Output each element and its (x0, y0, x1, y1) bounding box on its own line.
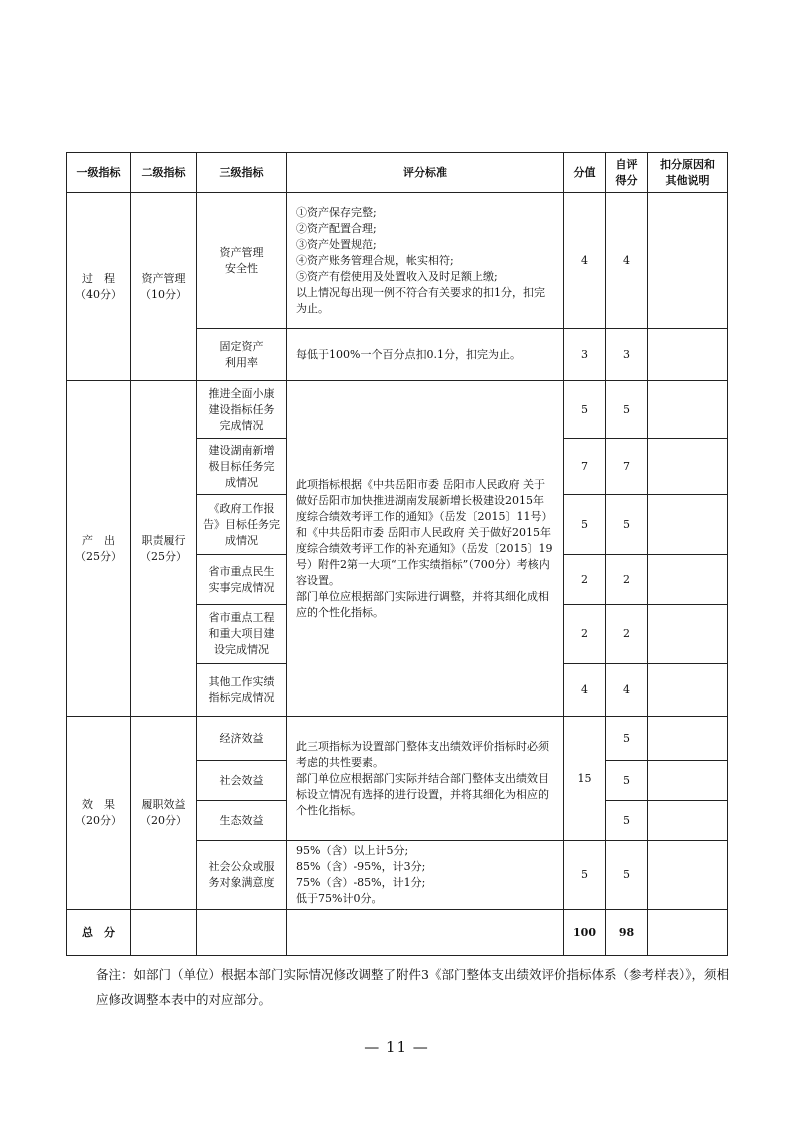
header-criteria: 评分标准 (287, 153, 564, 193)
self-score-cell: 5 (606, 717, 648, 761)
output-level3: 建设湖南新增 极目标任务完 成情况 (197, 439, 287, 495)
output-level1: 产 出 （25分） (67, 381, 131, 717)
remarks-cell (648, 193, 728, 329)
self-score-cell: 5 (606, 841, 648, 910)
effect-level3: 经济效益 (197, 717, 287, 761)
score-cell: 5 (564, 495, 606, 555)
header-level1: 一级指标 (67, 153, 131, 193)
effect-criteria: 此三项指标为设置部门整体支出绩效评价指标时必须考虑的共性要素。 部门单位应根据部门实际并结合部门整体支出绩效目标设立情况有选择的进行设置，并将其细化为相应的个性化指标。 (287, 717, 564, 841)
table-row (67, 381, 728, 439)
self-score-cell: 3 (606, 329, 648, 381)
score-cell: 2 (564, 555, 606, 605)
remarks-cell (648, 555, 728, 605)
footnote: 备注：如部门（单位）根据本部门实际情况修改调整了附件3《部门整体支出绩效评价指标体系（参考样表）》，须相应修改调整本表中的对应部分。 (96, 967, 729, 1007)
satisfaction-criteria: 95%（含）以上计5分; 85%（含）-95%，计3分; 75%（含）-85%，计1分; 低于75%计0分。 (287, 841, 564, 910)
remarks-cell (648, 329, 728, 381)
score-cell: 5 (564, 841, 606, 910)
header-level3: 三级指标 (197, 153, 287, 193)
score-cell: 4 (564, 193, 606, 329)
effect-combined-score: 15 (564, 717, 606, 841)
self-score-cell: 4 (606, 664, 648, 717)
process-criteria: 每低于100%一个百分点扣0.1分，扣完为止。 (287, 329, 564, 381)
total-row (67, 910, 728, 956)
page-number: — 11 — (364, 1038, 429, 1056)
score-cell: 5 (564, 381, 606, 439)
output-level3: 其他工作实绩 指标完成情况 (197, 664, 287, 717)
empty-cell (131, 910, 197, 956)
score-cell: 3 (564, 329, 606, 381)
self-score-cell: 5 (606, 381, 648, 439)
total-score: 100 (564, 910, 606, 956)
table-row (67, 717, 728, 761)
total-self-score: 98 (606, 910, 648, 956)
self-score-cell: 5 (606, 801, 648, 841)
remarks-cell (648, 381, 728, 439)
header-level2: 二级指标 (131, 153, 197, 193)
self-score-cell: 7 (606, 439, 648, 495)
header-remarks: 扣分原因和 其他说明 (648, 153, 728, 193)
remarks-cell (648, 910, 728, 956)
self-score-cell: 5 (606, 495, 648, 555)
evaluation-table (66, 152, 728, 956)
output-level3: 省市重点民生 实事完成情况 (197, 555, 287, 605)
self-score-cell: 4 (606, 193, 648, 329)
output-level3: 省市重点工程 和重大项目建 设完成情况 (197, 605, 287, 664)
remarks-cell (648, 717, 728, 761)
output-level2: 职责履行 （25分） (131, 381, 197, 717)
effect-level3: 社会效益 (197, 761, 287, 801)
table-row (67, 193, 728, 329)
effect-level3: 生态效益 (197, 801, 287, 841)
remarks-cell (648, 605, 728, 664)
table-header-row (67, 153, 728, 193)
total-label: 总 分 (67, 910, 131, 956)
score-cell: 7 (564, 439, 606, 495)
output-criteria: 此项指标根据《中共岳阳市委 岳阳市人民政府 关于做好岳阳市加快推进湖南发展新增长极建设2015年度综合绩效考评工作的通知》（岳发〔2015〕11号）和《中共岳阳市委 岳阳市人民政府 关于做好2015年度综合绩效考评工作的补充通知》（岳发〔2015〕19号）附件2第一大项“工作实绩指标”（700分）考核内容设置。 部门单位应根据部门实际进行调整，并将其细化成相应的个性化指标。 (287, 381, 564, 717)
self-score-cell: 5 (606, 761, 648, 801)
process-level3: 固定资产 利用率 (197, 329, 287, 381)
remarks-cell (648, 801, 728, 841)
score-cell: 4 (564, 664, 606, 717)
remarks-cell (648, 761, 728, 801)
remarks-cell (648, 495, 728, 555)
process-level1: 过 程 （40分） (67, 193, 131, 381)
header-self-score: 自评 得分 (606, 153, 648, 193)
process-level2: 资产管理 （10分） (131, 193, 197, 381)
output-level3: 《政府工作报 告》目标任务完 成情况 (197, 495, 287, 555)
empty-cell (197, 910, 287, 956)
remarks-cell (648, 664, 728, 717)
header-score: 分值 (564, 153, 606, 193)
self-score-cell: 2 (606, 555, 648, 605)
process-level3: 资产管理 安全性 (197, 193, 287, 329)
process-criteria: ①资产保存完整; ②资产配置合理; ③资产处置规范; ④资产账务管理合规，帐实相符; ⑤资产有偿使用及处置收入及时足额上缴; 以上情况每出现一例不符合有关要求的扣1分，扣完为止。 (287, 193, 564, 329)
effect-level3: 社会公众或服 务对象满意度 (197, 841, 287, 910)
effect-level1: 效 果 （20分） (67, 717, 131, 910)
score-cell: 2 (564, 605, 606, 664)
self-score-cell: 2 (606, 605, 648, 664)
output-level3: 推进全面小康 建设指标任务 完成情况 (197, 381, 287, 439)
effect-level2: 履职效益 （20分） (131, 717, 197, 910)
remarks-cell (648, 841, 728, 910)
empty-cell (287, 910, 564, 956)
remarks-cell (648, 439, 728, 495)
